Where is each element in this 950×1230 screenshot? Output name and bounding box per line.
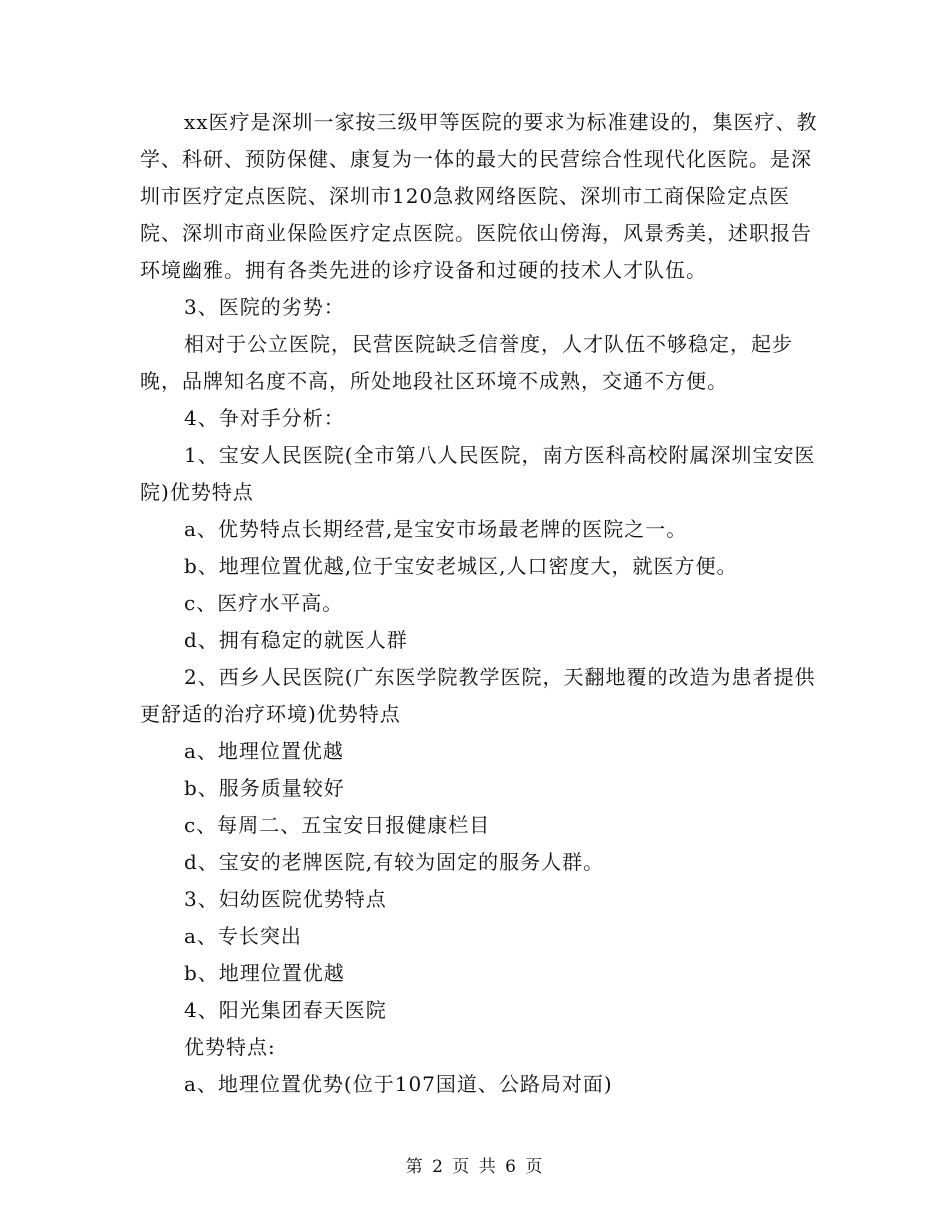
paragraph-competitor-2: 2、西乡人民医院(广东医学院教学医院，天翻地覆的改造为患者提供更舒适的治疗环境)优势特点	[140, 665, 816, 726]
list-item: a、优势特点长期经营,是宝安市场最老牌的医院之一。	[184, 517, 688, 541]
paragraph-strengths-label: 优势特点:	[184, 1035, 276, 1059]
list-item: b、服务质量较好	[184, 776, 345, 800]
list-item: a、地理位置优越	[184, 739, 344, 763]
page-footer: 第 2 页 共 6 页	[405, 1157, 545, 1177]
list-item: a、专长突出	[184, 924, 302, 948]
paragraph-heading-competitors: 4、争对手分析：	[184, 406, 345, 430]
paragraph-competitor-4: 4、阳光集团春天医院	[184, 998, 387, 1022]
paragraph-competitor-1: 1、宝安人民医院(全市第八人民医院，南方医科高校附属深圳宝安医院)优势特点	[140, 443, 816, 504]
list-item: b、地理位置优越,位于宝安老城区,人口密度大，就医方便。	[184, 554, 738, 578]
list-item: d、拥有稳定的就医人群	[184, 628, 408, 652]
paragraph-heading-weakness: 3、医院的劣势：	[184, 295, 345, 319]
list-item: c、医疗水平高。	[184, 591, 344, 615]
document-body	[140, 104, 820, 1103]
paragraph-weakness: 相对于公立医院，民营医院缺乏信誉度，人才队伍不够稳定，起步晚，品牌知名度不高，所处地段社区环境不成熟，交通不方便。	[140, 332, 793, 393]
paragraph-competitor-3: 3、妇幼医院优势特点	[184, 887, 387, 911]
list-item: b、地理位置优越	[184, 961, 345, 985]
paragraph-intro: xx医疗是深圳一家按三级甲等医院的要求为标准建设的，集医疗、教学、科研、预防保健、康复为一体的最大的民营综合性现代化医院。是深圳市医疗定点医院、深圳市120急救网络医院、深圳市工商保险定点医院、深圳市商业保险医疗定点医院。医院依山傍海，风景秀美，述职报告环境幽雅。拥有各类先进的诊疗设备和过硬的技术人才队伍。	[140, 110, 818, 282]
list-item: d、宝安的老牌医院,有较为固定的服务人群。	[184, 850, 605, 874]
list-item: a、地理位置优势(位于107国道、公路局对面)	[184, 1072, 613, 1096]
list-item: c、每周二、五宝安日报健康栏目	[184, 813, 491, 837]
